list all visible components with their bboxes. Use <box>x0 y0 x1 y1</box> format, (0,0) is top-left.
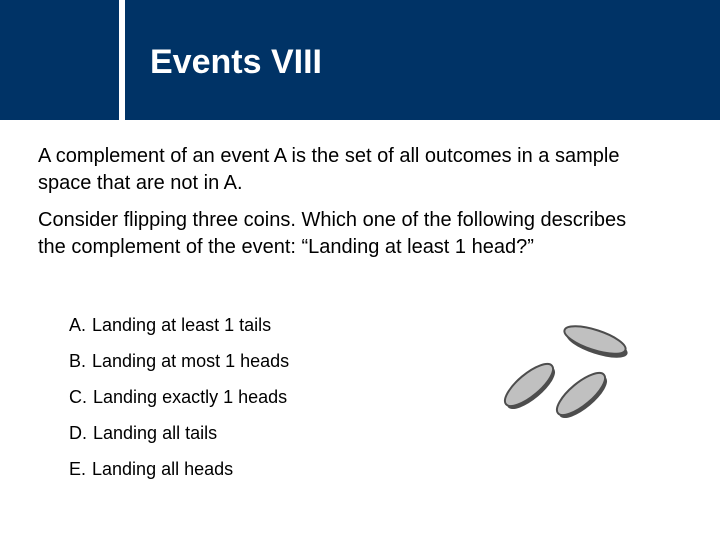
choice-letter: E. <box>69 459 87 479</box>
question-text: Consider flipping three coins. Which one of the following describes the complement of the event: “Landing at least 1 head?” <box>38 209 627 258</box>
choice-text: Landing all tails <box>93 423 218 443</box>
choice-letter: A. <box>69 315 87 335</box>
choice-text: Landing at most 1 heads <box>92 351 290 371</box>
choice-e[interactable] <box>69 457 289 493</box>
choice-letter: B. <box>69 351 87 371</box>
choice-letter: D. <box>69 423 87 443</box>
slide-title: Events VIII <box>150 43 322 81</box>
choice-text: Landing exactly 1 heads <box>93 387 288 407</box>
title-divider <box>119 0 125 120</box>
choice-b[interactable] <box>69 349 289 385</box>
title-banner <box>0 0 720 120</box>
answer-choices <box>69 313 289 493</box>
definition-text: A complement of an event A is the set of all outcomes in a sample space that are not in A. <box>38 145 620 194</box>
coin-icon-left <box>499 357 561 415</box>
choice-text: Landing all heads <box>92 459 234 479</box>
choice-a[interactable] <box>69 313 289 349</box>
choice-letter: C. <box>69 387 87 407</box>
coin-icon-top <box>561 321 630 364</box>
choice-text: Landing at least 1 tails <box>92 315 272 335</box>
coins-illustration <box>490 315 640 425</box>
coin-icon-right <box>551 366 613 424</box>
choice-d[interactable] <box>69 421 289 457</box>
choice-c[interactable] <box>69 385 289 421</box>
